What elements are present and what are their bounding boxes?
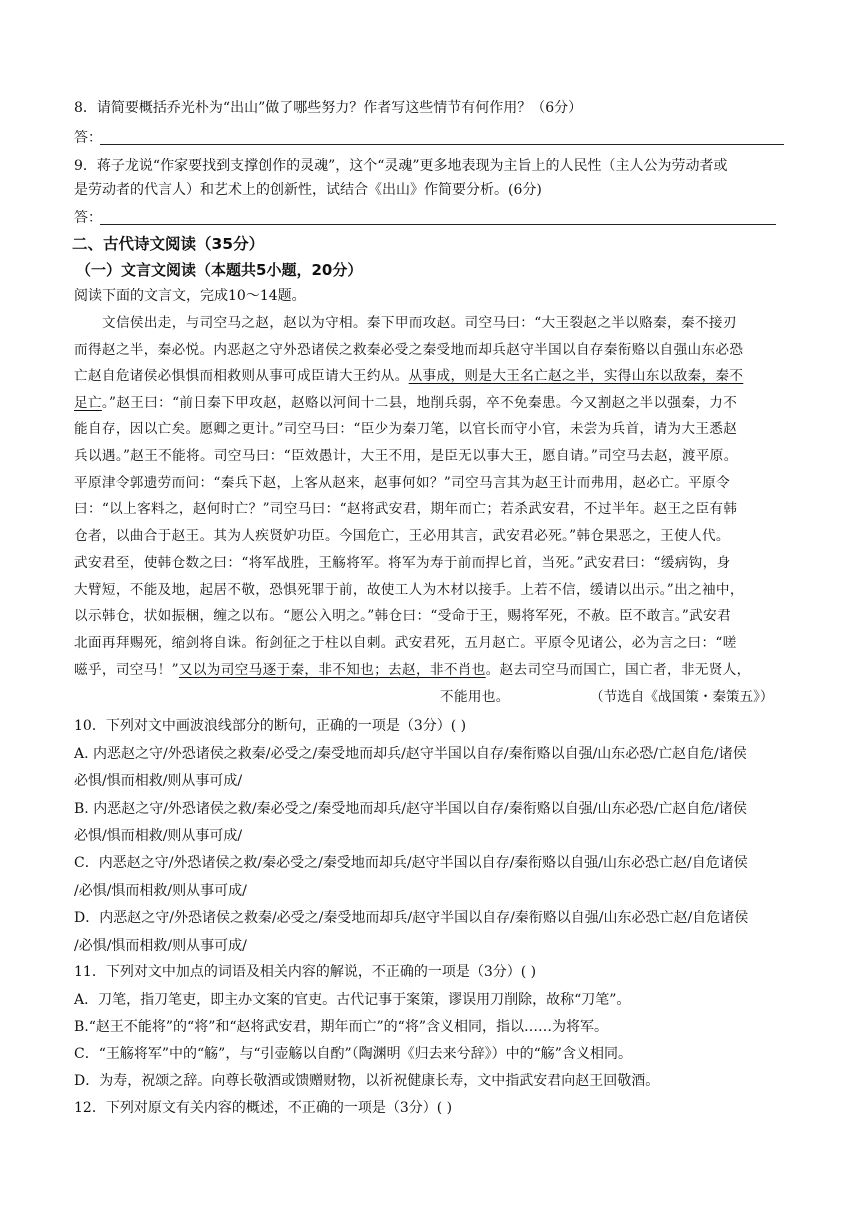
question-11-option-a[interactable]: A．刀笔，指刀笔吏，即主办文案的官吏。古代记事于案策，谬误用刀削除，故称“刀笔”。 [74,992,631,1008]
passage-line: 文信侯出走，与司空马之赵，赵以为守相。秦下甲而攻赵。司空马曰：“大王裂赵之半以赂秦，秦不接刃 [102,315,737,331]
passage-line: 北面再拜赐死，缩剑将自诛。衔剑征之于柱以自刺。武安君死，五月赵亡。平原令见诸公，必为言之曰：“嗟 [74,635,737,651]
passage-segment: 亡赵自危诸侯必惧惧而相救则从事可成臣请大王约从。 [74,368,409,384]
question-11-option-d[interactable]: D．为寿，祝颂之辞。向尊长敬酒或馈赠财物，以祈祝健康长寿，文中指武安君向赵王回敬酒。 [74,1073,660,1089]
passage-segment: 嗞乎，司空马！” [74,662,179,678]
passage-underlined-segment: 从事成，则是大王名亡赵之半，实得山东以敌秦，秦不 [408,368,744,384]
question-11-stem: 11．下列对文中加点的词语及相关内容的解说，不正确的一项是（3分）( ) [74,964,537,980]
section-2-title: 二、古代诗文阅读（35分） [72,235,265,253]
passage-line: 武安君至，使韩仓数之曰：“将军战胜，王觞将军。将军为寿于前而捍匕首，当死。”武安君曰：“缓病钩，身 [74,555,731,571]
passage-line [74,393,737,413]
passage-line [74,660,751,680]
passage-line: 大臂短，不能及地，起居不敬，恐惧死罪于前，故使工人为木材以接手。上若不信，缓请以出示。”出之袖中， [74,582,744,598]
passage-line [74,366,743,386]
question-10-option-d[interactable]: D．内恶赵之守/外恐诸侯之救秦/必受之/秦受地而却兵/赵守半国以自存/秦衔赂以自强/山东必恐亡赵/自危诸侯 [74,910,749,926]
section-2-1-title: （一）文言文阅读（本题共5小题，20分） [76,261,363,279]
question-11-option-c[interactable]: C．“王觞将军”中的“觞”，与“引壶觞以自酌”（陶渊明《归去来兮辞》）中的“觞”含义相同。 [74,1046,632,1062]
passage-source: （节选自《战国策・秦策五》） [590,689,774,705]
question-10-stem: 10．下列对文中画波浪线部分的断句，正确的一项是（3分）( ) [74,718,467,734]
passage-segment: 。”赵王曰：“前日秦下甲攻赵，赵赂以河间十二县，地削兵弱，卒不免秦患。今又割赵之半以强秦，力不 [101,395,738,411]
question-10-option-d-cont: /必惧/惧而相救/则从事可成/ [74,938,247,954]
passage-segment: 。赵去司空马而国亡，国亡者，非无贤人， [485,662,751,678]
passage-line: 而得赵之半，秦必悦。内恶赵之守外恐诸侯之救秦必受之秦受地而却兵赵守半国以自存秦衔赂以自强山东必恐 [74,342,744,358]
passage-line: 仓者，以曲合于赵王。其为人疾贤妒功臣。今国危亡，王必用其言，武安君必死。”韩仓果恶之，王使人代。 [74,528,730,544]
question-10-option-c[interactable]: C．内恶赵之守/外恐诸侯之救/秦必受之/秦受地而却兵/赵守半国以自存/秦衔赂以自强/山东必恐亡赵/自危诸侯 [74,855,748,871]
question-9-answer-line[interactable] [100,223,776,225]
passage-line: 兵以遇。”赵王不能将。司空马曰：“臣效愚计，大王不用，是臣无以事大王，愿自请。”司空马去赵，渡平原。 [74,448,738,464]
passage-underlined-segment: 足亡 [74,395,102,411]
passage-line: 以示韩仓，状如振梱，缠之以布。“愿公入明之。”韩仓曰：“受命于王，赐将军死，不赦。臣不敢言。”武安君 [74,608,732,624]
question-8-answer-label: 答： [74,130,102,146]
question-9-answer-label: 答： [74,210,102,226]
question-10-option-a-cont: 必惧/惧而相救/则从事可成/ [74,773,243,789]
question-11-option-b[interactable]: B.“赵王不能将”的“将”和“赵将武安君，期年而亡”的“将”含义相同，指以……为将军。 [74,1019,608,1035]
question-12-stem: 12．下列对原文有关内容的概述，不正确的一项是（3分）( ) [74,1100,453,1116]
question-9-line-2: 是劳动者的代言人）和艺术上的创新性，试结合《出山》作简要分析。(6分) [74,182,542,198]
question-10-option-c-cont: /必惧/惧而相救/则从事可成/ [74,883,247,899]
question-10-option-b-cont: 必惧/惧而相救/则从事可成/ [74,828,243,844]
question-9-line-1: 9．蒋子龙说“作家要找到支撑创作的灵魂”，这个“灵魂”更多地表现为主旨上的人民性（主人公为劳动者或 [74,158,728,174]
passage-line: 平原津令郭遗劳而问：“秦兵下赵，上客从赵来，赵事何如？”司空马言其为赵王计而弗用，赵必亡。平原令 [74,475,731,491]
passage-line: 曰：“以上客料之，赵何时亡？”司空马曰：“赵将武安君，期年而亡；若杀武安君，不过半年。赵王之臣有韩 [74,501,738,517]
question-8: 8．请简要概括乔光朴为“出山”做了哪些努力？作者写这些情节有何作用？（6分） [74,100,583,116]
passage-underlined-segment: 又以为司空马逐于秦，非不知也；去赵，非不肖也 [178,662,486,678]
question-10-option-b[interactable]: B. 内恶赵之守/外恐诸侯之救/秦必受之/秦受地而却兵/赵守半国以自存/秦衔赂以自强/山东必恐/亡赵自危/诸侯 [74,801,747,817]
passage-line: 不能用也。 [440,689,510,705]
question-10-option-a[interactable]: A. 内恶赵之守/外恐诸侯之救秦/必受之/秦受地而却兵/赵守半国以自存/秦衔赂以自强/山东必恐/亡赵自危/诸侯 [74,746,747,762]
passage-intro: 阅读下面的文言文，完成10～14题。 [74,288,306,304]
passage-line: 能自存，因以亡矣。愿卿之更计。”司空马曰：“臣少为秦刀笔，以官长而守小官，未尝为兵首，请为大王悉赵 [74,421,738,437]
question-8-answer-line[interactable] [100,143,784,145]
